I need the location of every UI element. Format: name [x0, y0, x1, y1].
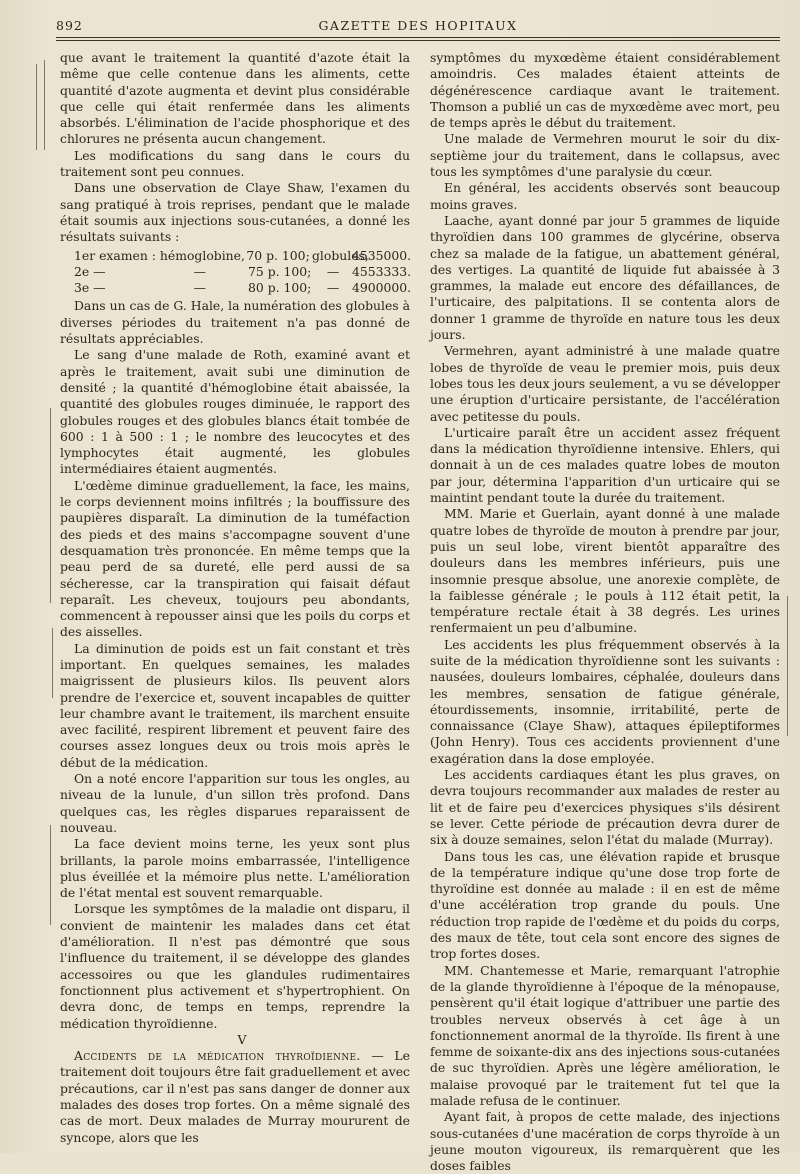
pencil-mark: [36, 64, 37, 150]
pencil-mark: [44, 60, 45, 150]
pencil-mark: [52, 628, 53, 698]
paragraph: MM. Chantemesse et Marie, remarquant l'atrophie de la glande thyroïdienne à l'époque de la ménopause, pensèrent qu'il était logique d'attribuer une partie des troubles nerveux observés à cet âge à un fonctionnement anormal de la thyroïde. Ils firent à une femme de soixante-dix ans des injections sous-cutanées de suc thyroïdien. Après une légère amélioration, le malaise provoqué par le traitement fut tel que la malade refusa de le continuer.: [430, 962, 780, 1108]
left-column: [60, 50, 410, 1146]
paragraph: Les modifications du sang dans le cours du traitement sont peu connues.: [60, 147, 410, 180]
paragraph: Ayant fait, à propos de cette malade, des injections sous-cutanées d'une macération de corps thyroïde à un jeune mouton vigoureux, ils remarquèrent que les doses faibles: [430, 1109, 780, 1174]
journal-title: GAZETTE DES HOPITAUX: [318, 18, 518, 33]
paragraph: que avant le traitement la quantité d'azote était la même que celle contenue dans les aliments, cette quantité d'azote augmenta et devint plus considérable que celle qui était renfermée dans les aliments absorbés. L'élimination de l'acide phosphorique et des chlorures ne présenta aucun changement.: [60, 50, 410, 147]
pencil-mark: [50, 408, 51, 603]
paragraph: Les accidents les plus fréquemment observés à la suite de la médication thyroïdienne sont les suivants : nausées, douleurs lombaires, céphalée, douleurs dans les membres, sensation de fatigue générale, étourdissements, insomnie, irritabilité, perte de connaissance (Claye Shaw), attaques épileptiformes (John Henry). Tous ces accidents proviennent d'une exagération dans la dose employée.: [430, 636, 780, 766]
paragraph: La face devient moins terne, les yeux sont plus brillants, la parole moins embarrassée, l'intelligence plus éveillée et la mémoire plus nette. L'amélioration de l'état mental est souvent remarquable.: [60, 836, 410, 901]
paragraph: Dans une observation de Claye Shaw, l'examen du sang pratiqué à trois reprises, pendant que le malade était soumis aux injections sous-cutanées, a donné les résultats suivants :: [60, 180, 410, 245]
blood-exam-results: [74, 248, 410, 297]
paragraph: On a noté encore l'apparition sur tous les ongles, au niveau de la lunule, d'un sillon très profond. Dans quelques cas, les règles disparues reparaissent de nouveau.: [60, 771, 410, 835]
paragraph: L'urticaire paraît être un accident assez fréquent dans la médication thyroïdienne intensive. Ehlers, qui donnait à un de ces malades quatre lobes de mouton par jour, détermina l'apparition d'un urticaire qui se maintint pendant toute la durée du traitement.: [430, 424, 780, 506]
measurement-row: 3e — — 80 p. 100; — 4900000.: [74, 280, 412, 296]
right-column: [430, 50, 780, 1174]
paragraph: En général, les accidents observés sont beaucoup moins graves.: [430, 180, 780, 212]
paragraph: Une malade de Vermehren mourut le soir du dix-septième jour du traitement, dans le collapsus, avec tous les symptômes d'une paralysie du cœur.: [430, 131, 780, 180]
pencil-mark: [50, 825, 51, 925]
section-numeral: V: [237, 1031, 247, 1047]
paragraph: Lorsque les symptômes de la maladie ont disparu, il convient de maintenir les malades dans cet état d'amélioration. Il n'est pas démontré que sous l'influence du traitement, il se développe des glandes accessoires ou que les glandules rudimentaires fonctionnent plus activement et s'hypertrophient. On devra donc, de temps en temps, reprendre la médication thyroïdienne.: [60, 901, 410, 1031]
paragraph: Les accidents cardiaques étant les plus graves, on devra toujours recommander aux malades de rester au lit et de faire peu d'exercices physiques s'ils désirent se lever. Cette période de précaution devra durer de six à douze semaines, selon l'état du malade (Murray).: [430, 767, 780, 848]
paragraph: Vermehren, ayant administré à une malade quatre lobes de thyroïde de veau le premier mois, puis deux lobes tous les deux jours seulement, a vu se développer une éruption d'urticaire persistante, de l'accélération avec petitesse du pouls.: [430, 343, 780, 424]
paragraph: MM. Marie et Guerlain, ayant donné à une malade quatre lobes de thyroïde de mouton à prendre par jour, puis un seul lobe, virent bientôt apparaître des douleurs dans les membres inférieurs, puis une insomnie presque absolue, une anorexie complète, de la faiblesse générale ; le pouls à 112 était petit, la température rectale était à 38 degrés. Les urines renfermaient un peu d'albumine.: [430, 506, 780, 636]
paragraph-text: — Le traitement doit toujours être fait graduellement et avec précautions, car il n'est pas sans danger de donner aux malades des doses trop fortes. On a même signalé des cas de mort. Deux malades de Murray moururent de syncope, alors que les: [60, 1048, 410, 1145]
pencil-mark: [787, 596, 788, 736]
measurement-row: 2e — — 75 p. 100; — 4553333.: [74, 263, 412, 279]
paragraph: Dans un cas de G. Hale, la numération des globules à diverses périodes du traitement n'a pas donné de résultats appréciables.: [60, 298, 410, 347]
header-rule: [56, 37, 780, 38]
paragraph: [60, 1048, 410, 1146]
section-title: Accidents de la médication thyroïdienne.: [74, 1048, 361, 1064]
paragraph: symptômes du myxœdème étaient considérablement amoindris. Ces malades étaient atteints de dégénérescence cardiaque avant le traitement. Thomson a publié un cas de myxœdème avec mort, peu de temps après le début du traitement.: [430, 50, 780, 131]
paragraph: Dans tous les cas, une élévation rapide et brusque de la température indique qu'une dose trop forte de thyroïdine est donnée au malade : il en est de même d'une accélération trop grande du pouls. Une réduction trop rapide de l'œdème et du poids du corps, des maux de tête, tout cela sont encore des signes de trop fortes doses.: [430, 848, 780, 962]
paragraph: Le sang d'une malade de Roth, examiné avant et après le traitement, avait subi une diminution de densité ; la quantité d'hémoglobine était abaissée, la quantité des globules rouges diminuée, le rapport des globules rouges et des globules blancs était tombée de 600 : 1 à 500 : 1 ; le nombre des leucocytes et des lymphocytes était augmenté, les globules intermédiaires étaient augmentés.: [60, 347, 410, 477]
page-header: [56, 14, 780, 36]
measurement-row: 1er examen : hémoglobine, 70 p. 100; globules, 4535000.: [74, 247, 412, 263]
paragraph: Laache, ayant donné par jour 5 grammes de liquide thyroïdien dans 100 grammes de glycérine, observa chez sa malade de la fatigue, un abattement général, des vertiges. La quantité de liquide fut abaissée à 3 grammes, la malade eut encore des défaillances, de l'urticaire, des palpitations. Il se contenta alors de donner 1 gramme de thyroïde en nature tous les deux jours.: [430, 212, 780, 343]
header-rule-thin: [56, 40, 780, 41]
paragraph: L'œdème diminue graduellement, la face, les mains, le corps deviennent moins infiltrés ; la bouffissure des paupières disparaît. La diminution de la tuméfaction des pieds et des mains s'accompagne souvent d'une desquamation très prononcée. En même temps que la peau perd de sa dureté, elle perd aussi de sa sécheresse, car la transpiration qui faisait défaut reparaît. Les cheveux, toujours peu abondants, commencent à repousser ainsi que les poils du corps et des aisselles.: [60, 477, 410, 640]
page-number: 892: [56, 18, 83, 33]
paragraph: La diminution de poids est un fait constant et très important. En quelques semaines, les malades maigrissent de plusieurs kilos. Ils peuvent alors prendre de l'exercice et, souvent incapables de quitter leur chambre avant le traitement, ils marchent ensuite avec facilité, respirent librement et peuvent faire des courses assez longues deux ou trois mois après le début de la médication.: [60, 640, 410, 770]
